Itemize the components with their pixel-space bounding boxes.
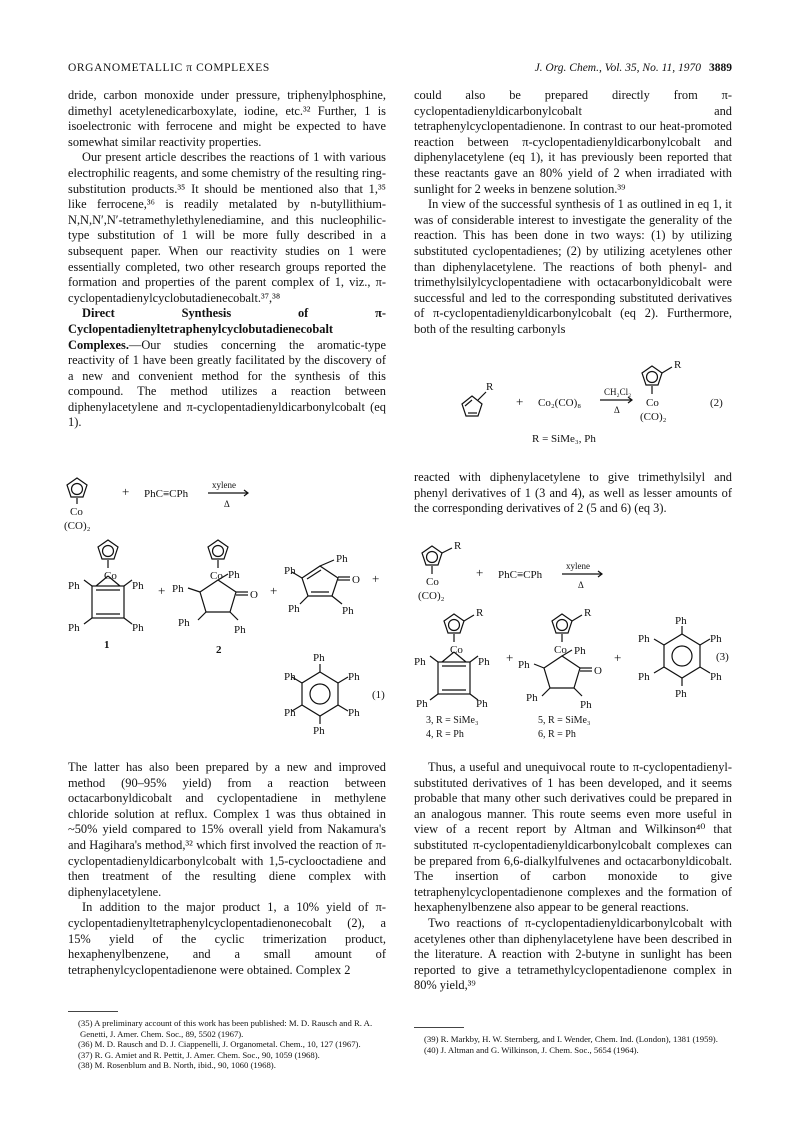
phenyl-label: Ph: [638, 633, 650, 645]
arrow-condition-bottom: Δ: [614, 405, 620, 415]
substituent-label: R: [454, 540, 462, 552]
cyclopentadienone-ring: [544, 656, 580, 688]
cobalt-label: Co: [646, 397, 659, 409]
footnotes-left: [68, 1018, 390, 1071]
footnote: (35) A preliminary account of this work has been published: M. D. Rausch and R. A. Genetti, J. Amer. Chem. Soc., 89, 5502 (1967).: [78, 1018, 373, 1039]
section-heading: Direct Synthesis of π-Cyclopentadienyltetraphenylcyclobutadienecobalt Complexes.: [68, 306, 386, 352]
right-column-mid: [414, 470, 732, 517]
arrow-condition-top: xylene: [566, 561, 590, 571]
cobalt-label: Co: [104, 570, 117, 582]
phenyl-label: Ph: [675, 615, 687, 627]
compound-label-2: 2: [216, 644, 222, 656]
paragraph: The latter has also been prepared by a new and improved method (90–95% yield) from a reaction between octacarbonyldicobalt and cyclopentadiene in methylene chloride solution at reflux. Complex 1 was thus obtained in ~50% yield compared to 15% overall yield from Nakamura's and Hagihara's method,³² which first involved the reaction of π-cyclopentadienyldicarbonylcobalt with 1,5-cyclooctadiene and then treatment of the resulting diene complex with diphenylacetylene.: [68, 760, 386, 899]
compound-label-4: 4, R = Ph: [426, 729, 464, 740]
plus-sign: +: [270, 583, 278, 598]
footnote-rule: [68, 1011, 118, 1012]
footnote: (39) R. Markby, H. W. Sternberg, and I. Wender, Chem. Ind. (London), 1381 (1959).: [424, 1034, 718, 1044]
paragraph: Our present article describes the reactions of 1 with various electrophilic reagents, and some chemistry of the resulting ring-substitution products.³⁵ It should be mentioned also that 1,³⁵ like ferrocene,³⁶ is readily metalated by n-butyllithium-N,N,N′,N′-tetramethylethylenediamine, and this nucleophilic-type substitution of 1 will be more fully described in a subsequent paper. When our reactivity studies on 1 were essentially completed, two other research groups reported the formation and properties of the parent complex of 1, viz., π-cyclopentadienylcyclobutadienecobalt.³⁷,³⁸: [68, 150, 386, 305]
phenyl-label: Ph: [526, 692, 538, 704]
arrow-condition-bottom: Δ: [578, 580, 584, 590]
cobalt-label: Co: [70, 506, 83, 518]
paragraph: Thus, a useful and unequivocal route to π-cyclopentadienyl-substituted derivatives of 1 has been developed, and it seems probable that many other such derivatives could be prepared in an analogous manner. This route seems even more useful in view of a recent report by Altman and Wilkinson⁴⁰ that substituted π-cyclopentadienyldicarbonylcobalt complexes can be prepared from 6,6-dialkylfulvenes and octacarbonyldicobalt. The insertion of carbon monoxide to give tetraphenylcyclopentadienone complexes and the formation of hexaphenylbenzene also appear to be general reactions.: [414, 760, 732, 915]
compound-label-3: 3, R = SiMe₃: [426, 715, 479, 726]
phenyl-label: Ph: [68, 622, 80, 634]
cobalt-label: Co: [426, 576, 439, 588]
footnote: (38) M. Rosenblum and B. North, ibid., 90, 1060 (1968).: [78, 1060, 276, 1071]
paragraph: [68, 306, 386, 431]
diphenylacetylene-reagent: PhC≡CPh: [498, 569, 543, 581]
diphenylacetylene-reagent: PhC≡CPh: [144, 488, 189, 500]
plus-sign: +: [158, 583, 166, 598]
phenyl-label: Ph: [710, 633, 722, 645]
phenyl-label: Ph: [348, 707, 360, 719]
compound-label-1: 1: [104, 639, 110, 651]
paragraph: dride, carbon monoxide under pressure, triphenylphosphine, dimethyl acetylenedicarboxylate, iodine, etc.³² Further, 1 is isoelectronic with ferrocene and might be expected to have somewhat similar reactivity properties.: [68, 88, 386, 149]
substituent-label: R: [674, 359, 682, 371]
right-column-bottom: [414, 760, 732, 994]
phenyl-label: Ph: [132, 580, 144, 592]
phenyl-label: Ph: [228, 569, 240, 581]
cobalt-label: Co: [450, 644, 463, 656]
footnote-rule: [414, 1027, 464, 1028]
carbonyl-oxygen: O: [250, 589, 258, 601]
hexaphenylbenzene-ring: [302, 672, 338, 716]
phenyl-label: Ph: [284, 671, 296, 683]
equation-number-3: (3): [716, 651, 729, 663]
phenyl-label: Ph: [288, 603, 300, 615]
phenyl-label: Ph: [132, 622, 144, 634]
paragraph: Two reactions of π-cyclopentadienyldicarbonylcobalt with acetylenes other than diphenylacetylene have been described in the literature. A reaction with 2-butyne in sunlight has been reported to give a tetramethylcyclopentadienone complex in 80% yield,³⁹: [414, 915, 732, 993]
octacarbonyldicobalt-reagent: Co₂(CO)₈: [538, 397, 582, 409]
journal-citation: J. Org. Chem., Vol. 35, No. 11, 1970: [534, 62, 701, 74]
paragraph: In view of the successful synthesis of 1 as outlined in eq 1, it was of considerable interest to investigate the generality of the reaction. This has been done in two ways: (1) by utilizing substituted cyclopentadienes; (2) by utilizing acetylenes other than diphenylacetylene. The reactions of both phenyl- and trimethylsilylcyclopentadiene with octacarbonyldicobalt were successful and led to the corresponding substituted derivatives of π-cyclopentadienyldicarbonylcobalt (eq 2). Furthermore, both of the resulting carbonyls: [414, 197, 732, 336]
footnote: (37) R. G. Amiet and R. Pettit, J. Amer. Chem. Soc., 90, 1059 (1968).: [78, 1049, 320, 1060]
phenyl-label: Ph: [172, 583, 184, 595]
phenyl-label: Ph: [348, 671, 360, 683]
phenyl-label: Ph: [313, 652, 325, 664]
phenyl-label: Ph: [284, 565, 296, 577]
page-number: 3889: [709, 62, 732, 74]
paragraph-text: —Our studies concerning the aromatic-type reactivity of 1 have been greatly facilitated by the discovery of a new and convenient method for the synthesis of this compound. The method utilizes a reaction between diphenylacetylene and π-cyclopentadienyldicarbonylcobalt (eq 1).: [68, 337, 386, 430]
arrow-condition-bottom: Δ: [224, 499, 230, 509]
phenyl-label: Ph: [580, 699, 592, 711]
cyclobutadiene-ring: [92, 586, 124, 618]
right-column-top: [414, 88, 732, 338]
carbonyl-oxygen: O: [352, 574, 360, 586]
paragraph: In addition to the major product 1, a 10% yield of π-cyclopentadienyltetraphenylcyclopentadienonecobalt (2), a 15% yield of the cyclic trimerization product, hexaphenylbenzene, and a small amount of tetraphenylcyclopentadienone were obtained. Complex 2: [68, 900, 386, 977]
dicarbonyl-label: (CO)₂: [418, 590, 445, 602]
cyclobutadiene-ring: [438, 662, 470, 694]
phenyl-label: Ph: [284, 707, 296, 719]
left-column-top: [68, 88, 386, 431]
running-header-citation: [535, 62, 732, 74]
arrow-condition-top: xylene: [212, 480, 236, 490]
plus-sign: +: [476, 565, 484, 580]
phenyl-label: Ph: [518, 659, 530, 671]
phenyl-label: Ph: [68, 580, 80, 592]
equation-1-scheme: [60, 468, 390, 768]
dicarbonyl-label: (CO)₂: [640, 411, 667, 423]
plus-sign: +: [506, 650, 514, 665]
equation-3-scheme: [414, 540, 744, 750]
plus-sign: +: [122, 484, 130, 499]
compound-label-5: 5, R = SiMe₃: [538, 715, 591, 726]
dicarbonyl-label: (CO)₂: [64, 520, 91, 532]
compound-label-6: 6, R = Ph: [538, 729, 576, 740]
hexaphenylbenzene-ring: [664, 634, 700, 678]
equation-number-1: (1): [372, 689, 385, 701]
cobalt-label: Co: [210, 570, 223, 582]
plus-sign: +: [614, 650, 622, 665]
paragraph: could also be prepared directly from π-cyclopentadienyldicarbonylcobalt and tetraphenylcyclopentadienone. In contrast to our heat-promoted reaction between π-cyclopentadienyldicarbonylcobalt and diphenylacetylene (eq 1), it has previously been reported that these reactants gave an 80% yield of 2 when irradiated with sunlight for 2 weeks in benzene solution.³⁹: [414, 88, 732, 196]
plus-sign: +: [372, 571, 380, 586]
phenyl-label: Ph: [574, 645, 586, 657]
phenyl-label: Ph: [675, 688, 687, 700]
cobalt-label: Co: [554, 644, 567, 656]
paragraph: reacted with diphenylacetylene to give trimethylsilyl and phenyl derivatives of 1 (3 and 4), as well as lesser amounts of the corresponding derivatives of 2 (5 and 6) (eq 3).: [414, 470, 732, 516]
running-header-title: ORGANOMETALLIC π COMPLEXES: [68, 62, 270, 74]
cyclopentadienone-ring: [200, 580, 236, 612]
phenyl-label: Ph: [638, 671, 650, 683]
phenyl-label: Ph: [476, 698, 488, 710]
substituent-label: R: [476, 607, 484, 619]
substituent-label: R: [486, 381, 494, 393]
footnotes-right: [414, 1034, 736, 1055]
footnote: (36) M. D. Rausch and D. J. Ciappenelli, J. Organometal. Chem., 10, 127 (1967).: [78, 1039, 361, 1050]
phenyl-label: Ph: [478, 656, 490, 668]
phenyl-label: Ph: [336, 553, 348, 565]
equation-number-2: (2): [710, 397, 723, 409]
substituent-definition: R = SiMe₃, Ph: [532, 433, 596, 445]
footnote: (40) J. Altman and G. Wilkinson, J. Chem. Soc., 5654 (1964).: [424, 1044, 639, 1055]
phenyl-label: Ph: [234, 624, 246, 636]
equation-2-scheme: [420, 354, 740, 454]
plus-sign: +: [516, 394, 524, 409]
phenyl-label: Ph: [414, 656, 426, 668]
arrow-condition-top: CH₂Cl₂: [604, 387, 632, 397]
phenyl-label: Ph: [342, 605, 354, 617]
left-column-bottom: [68, 760, 386, 978]
phenyl-label: Ph: [313, 725, 325, 737]
phenyl-label: Ph: [710, 671, 722, 683]
substituent-label: R: [584, 607, 592, 619]
phenyl-label: Ph: [178, 617, 190, 629]
phenyl-label: Ph: [416, 698, 428, 710]
carbonyl-oxygen: O: [594, 665, 602, 677]
